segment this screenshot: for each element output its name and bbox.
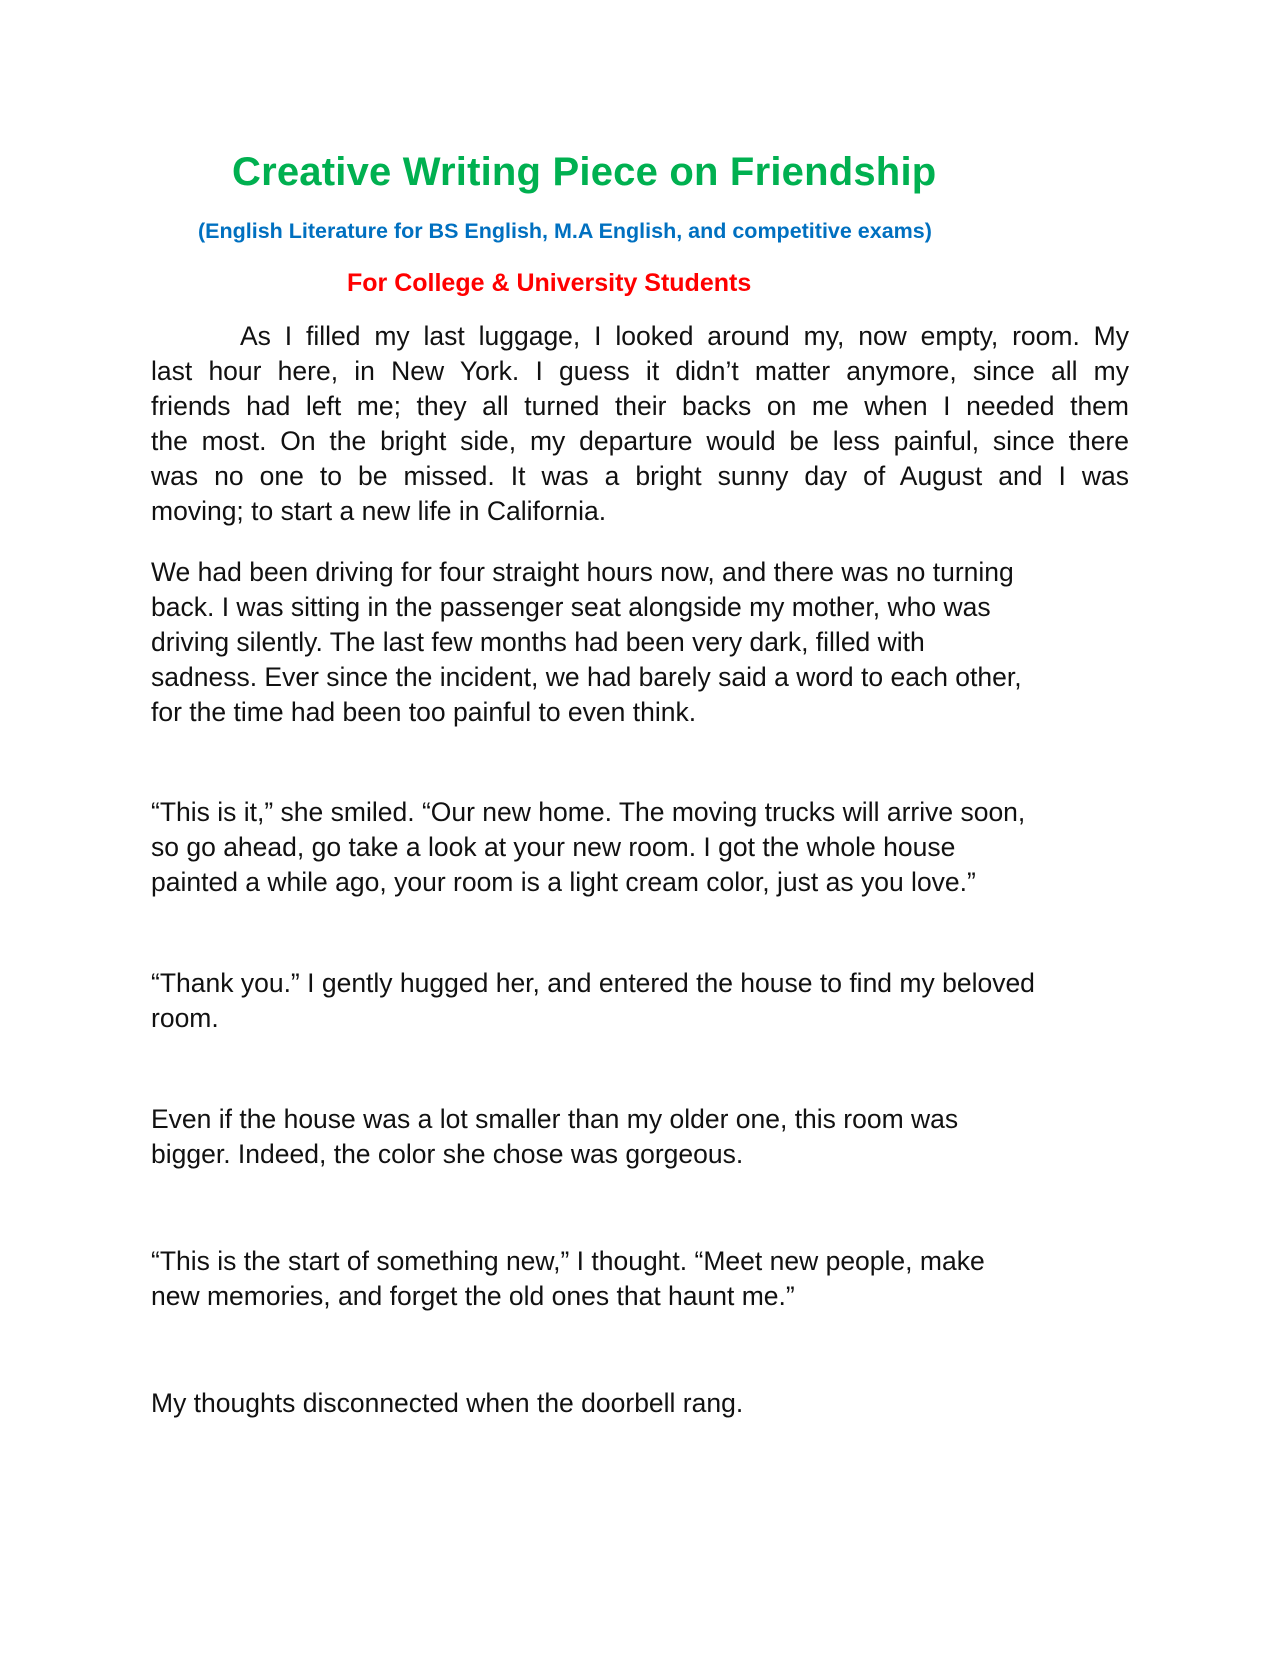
paragraph-line: Even if the house was a lot smaller than my older one, this room was <box>151 1104 959 1134</box>
paragraph-line: was no one to be missed. It was a bright sunny day of August and I was <box>151 461 1129 491</box>
paragraph-line: sadness. Ever since the incident, we had barely said a word to each other, <box>151 662 1022 692</box>
audience-heading: For College & University Students <box>347 269 752 297</box>
paragraph-line: “This is it,” she smiled. “Our new home. The moving trucks will arrive soon, <box>151 797 1026 827</box>
paragraph-line: moving; to start a new life in California. <box>151 496 607 526</box>
paragraph-line: “Thank you.” I gently hugged her, and entered the house to find my beloved <box>151 968 1035 998</box>
paragraph-line: new memories, and forget the old ones that haunt me.” <box>151 1281 795 1311</box>
paragraph-line: the most. On the bright side, my departure would be less painful, since there <box>151 426 1129 456</box>
paragraph-line: “This is the start of something new,” I thought. “Meet new people, make <box>151 1246 985 1276</box>
document-title: Creative Writing Piece on Friendship <box>232 150 937 194</box>
paragraph-line: so go ahead, go take a look at your new room. I got the whole house <box>151 832 956 862</box>
paragraph-line: driving silently. The last few months had been very dark, filled with <box>151 627 925 657</box>
paragraph-line: last hour here, in New York. I guess it didn’t matter anymore, since all my <box>151 356 1129 386</box>
paragraph-line: for the time had been too painful to even think. <box>151 697 697 727</box>
paragraph-line: painted a while ago, your room is a light cream color, just as you love.” <box>151 867 976 897</box>
paragraph-line: back. I was sitting in the passenger seat alongside my mother, who was <box>151 592 991 622</box>
paragraph-line: bigger. Indeed, the color she chose was gorgeous. <box>151 1139 744 1169</box>
document-subtitle: (English Literature for BS English, M.A English, and competitive exams) <box>198 219 932 243</box>
paragraph-line: room. <box>151 1003 219 1033</box>
paragraph-line: My thoughts disconnected when the doorbell rang. <box>151 1388 744 1418</box>
paragraph-line: As I filled my last luggage, I looked around my, now empty, room. My <box>240 321 1129 351</box>
paragraph-line: friends had left me; they all turned their backs on me when I needed them <box>151 391 1129 421</box>
paragraph-line: We had been driving for four straight hours now, and there was no turning <box>151 557 1014 587</box>
